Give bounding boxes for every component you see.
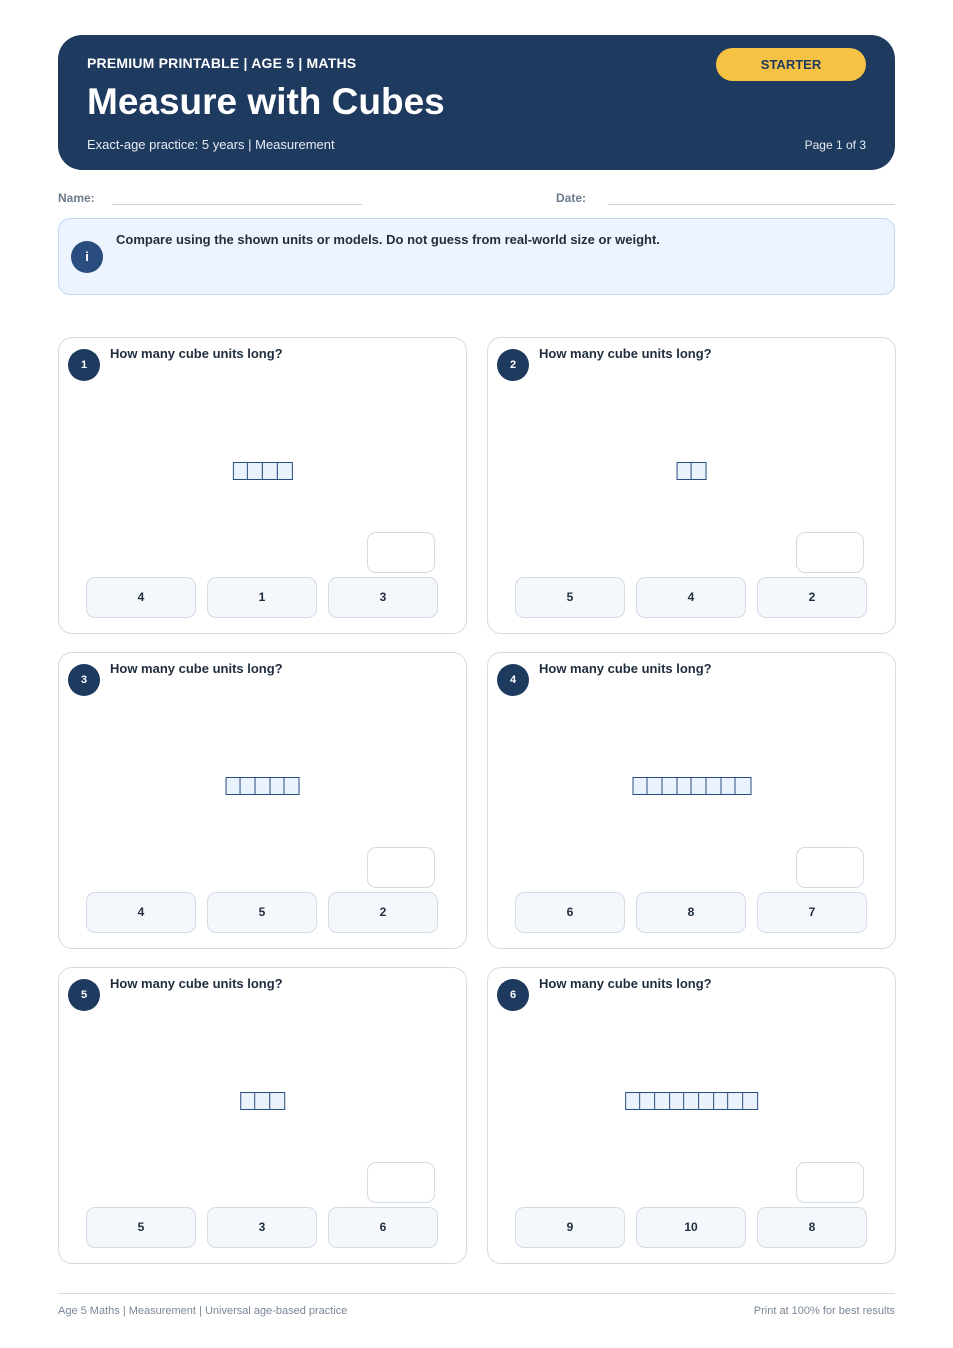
answer-choice[interactable]: 2 (757, 577, 867, 618)
answer-box[interactable] (796, 847, 864, 888)
answer-choice[interactable]: 3 (207, 1207, 317, 1248)
question-card (58, 967, 467, 1264)
cube-unit (276, 462, 292, 480)
answer-choice[interactable]: 8 (636, 892, 746, 933)
footer-divider (58, 1293, 895, 1294)
question-number: 5 (68, 979, 100, 1011)
question-card (58, 337, 467, 634)
footer-right-text: Print at 100% for best results (753, 1305, 895, 1317)
worksheet-header (58, 35, 895, 170)
cube-unit (284, 777, 300, 795)
question-prompt: How many cube units long? (539, 346, 712, 361)
cube-unit (742, 1092, 758, 1110)
date-label: Date: (556, 191, 587, 205)
name-label: Name: (58, 191, 95, 205)
answer-box[interactable] (367, 847, 435, 888)
question-card (487, 967, 896, 1264)
question-prompt: How many cube units long? (110, 976, 283, 991)
answer-choice[interactable]: 5 (515, 577, 625, 618)
answer-choice[interactable]: 4 (86, 577, 196, 618)
answer-box[interactable] (796, 1162, 864, 1203)
answer-choice[interactable]: 5 (207, 892, 317, 933)
name-line[interactable] (112, 204, 362, 205)
question-card (487, 652, 896, 949)
answer-choice[interactable]: 7 (757, 892, 867, 933)
question-card (58, 652, 467, 949)
question-number: 3 (68, 664, 100, 696)
info-icon: i (71, 241, 103, 273)
answer-choice[interactable]: 6 (515, 892, 625, 933)
question-number: 2 (497, 349, 529, 381)
question-prompt: How many cube units long? (539, 661, 712, 676)
answer-choice[interactable]: 10 (636, 1207, 746, 1248)
question-number: 1 (68, 349, 100, 381)
cube-unit (735, 777, 751, 795)
answer-box[interactable] (367, 1162, 435, 1203)
instructions-text: Compare using the shown units or models. Do not guess from real-world size or weight. (116, 232, 660, 247)
answer-box[interactable] (796, 532, 864, 573)
cube-bar (225, 777, 300, 795)
page-title: Measure with Cubes (87, 81, 445, 122)
footer-left-text: Age 5 Maths | Measurement | Universal age-based practice (58, 1305, 348, 1317)
cube-bar (232, 462, 292, 480)
instructions-callout (58, 218, 895, 295)
question-prompt: How many cube units long? (539, 976, 712, 991)
cube-bar (240, 1092, 286, 1110)
question-number: 4 (497, 664, 529, 696)
answer-choice[interactable]: 4 (86, 892, 196, 933)
question-number: 6 (497, 979, 529, 1011)
answer-choice[interactable]: 4 (636, 577, 746, 618)
cube-bar (625, 1092, 759, 1110)
answer-choice[interactable]: 8 (757, 1207, 867, 1248)
header-subtitle: Exact-age practice: 5 years | Measurement (87, 137, 335, 152)
level-badge: STARTER (716, 48, 866, 81)
answer-box[interactable] (367, 532, 435, 573)
answer-choice[interactable]: 3 (328, 577, 438, 618)
answer-choice[interactable]: 5 (86, 1207, 196, 1248)
answer-choice[interactable]: 2 (328, 892, 438, 933)
question-prompt: How many cube units long? (110, 661, 283, 676)
cube-bar (632, 777, 751, 795)
answer-choice[interactable]: 6 (328, 1207, 438, 1248)
answer-choice[interactable]: 9 (515, 1207, 625, 1248)
date-line[interactable] (608, 204, 895, 205)
page-indicator: Page 1 of 3 (804, 138, 866, 152)
answer-choice[interactable]: 1 (207, 577, 317, 618)
question-card (487, 337, 896, 634)
cube-unit (691, 462, 707, 480)
cube-bar (676, 462, 707, 480)
question-prompt: How many cube units long? (110, 346, 283, 361)
header-kicker: PREMIUM PRINTABLE | AGE 5 | MATHS (87, 55, 357, 71)
cube-unit (269, 1092, 285, 1110)
